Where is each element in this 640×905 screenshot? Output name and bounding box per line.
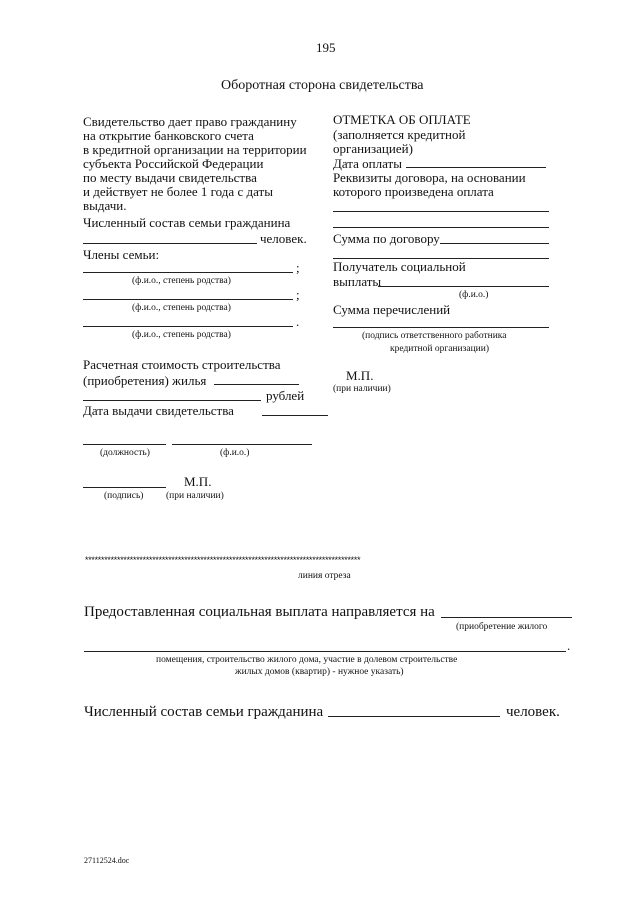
member-field-2[interactable] [83, 299, 293, 300]
family-size-suffix: человек. [260, 231, 307, 246]
intro-line-2: на открытие банковского счета [83, 128, 254, 143]
payment-direction-caption-1: (приобретение жилого [456, 622, 548, 632]
bottom-family-size-field[interactable] [328, 716, 500, 717]
position-caption: (должность) [100, 448, 150, 458]
intro-line-3: в кредитной организации на территории [83, 142, 307, 157]
cut-line-stars: ************************************************************************************** [84, 556, 360, 566]
contract-details-field-2[interactable] [333, 227, 549, 228]
right-if-present-caption: (при наличии) [333, 384, 391, 394]
payment-mark-title: ОТМЕТКА ОБ ОПЛАТЕ [333, 112, 471, 127]
member-field-1[interactable] [83, 272, 293, 273]
payment-direction-label: Предоставленная социальная выплата направляется на [84, 604, 435, 620]
member-sep-1: ; [296, 260, 300, 275]
family-size-field[interactable] [83, 243, 257, 244]
cut-line-caption: линия отреза [298, 571, 351, 581]
cost-field-1[interactable] [214, 384, 299, 385]
bottom-family-size-label: Численный состав семьи гражданина [84, 704, 324, 720]
contract-details-field-1[interactable] [333, 211, 549, 212]
contract-sum-label: Сумма по договору [333, 231, 440, 246]
issue-date-field[interactable] [262, 415, 328, 416]
contract-sum-field[interactable] [440, 243, 549, 244]
payment-direction-field-2[interactable] [84, 651, 566, 652]
transfer-sum-field[interactable] [333, 327, 549, 328]
recipient-caption: (ф.и.о.) [459, 290, 489, 300]
contract-details-line-2: которого произведена оплата [333, 184, 494, 199]
member-caption-3: (ф.и.о., степень родства) [132, 330, 231, 340]
cost-line-2: (приобретения) жилья [83, 373, 207, 388]
fio-field[interactable] [172, 444, 312, 445]
bottom-family-size-suffix: человек. [506, 704, 560, 720]
bank-signature-caption-1: (подпись ответственного работника [362, 331, 507, 341]
member-field-3[interactable] [83, 326, 293, 327]
recipient-field[interactable] [378, 286, 549, 287]
page-heading: Оборотная сторона свидетельства [221, 78, 424, 93]
members-label: Члены семьи: [83, 247, 160, 262]
payment-date-field[interactable] [406, 167, 546, 168]
intro-line-6: и действует не более 1 года с даты [83, 184, 273, 199]
member-caption-2: (ф.и.о., степень родства) [132, 303, 231, 313]
payment-direction-caption-3: жилых домов (квартир) - нужное указать) [235, 667, 404, 677]
member-sep-3: . [296, 314, 300, 329]
payment-direction-trailing-mark: . [567, 638, 571, 653]
intro-line-4: субъекта Российской Федерации [83, 156, 264, 171]
payment-direction-field[interactable] [441, 617, 572, 618]
cost-line-1: Расчетная стоимость строительства [83, 357, 281, 372]
intro-line-1: Свидетельство дает право гражданину [83, 114, 297, 129]
payment-date-label: Дата оплаты [333, 156, 402, 171]
payment-mark-subtitle-1: (заполняется кредитной [333, 127, 466, 142]
issue-date-label: Дата выдачи свидетельства [83, 403, 234, 418]
payment-direction-caption-2: помещения, строительство жилого дома, участие в долевом строительстве [156, 655, 458, 665]
footer-filename: 27112524.doc [84, 856, 130, 865]
member-caption-1: (ф.и.о., степень родства) [132, 276, 231, 286]
intro-line-7: выдачи. [83, 198, 127, 213]
intro-line-5: по месту выдачи свидетельства [83, 170, 257, 185]
right-stamp-label: М.П. [346, 368, 374, 383]
recipient-line-1: Получатель социальной [333, 259, 466, 274]
payment-mark-subtitle-2: организацией) [333, 141, 413, 156]
family-size-label: Численный состав семьи гражданина [83, 215, 291, 230]
contract-details-line-1: Реквизиты договора, на основании [333, 170, 526, 185]
bank-signature-caption-2: кредитной организации) [390, 344, 489, 354]
signature-field[interactable] [83, 487, 166, 488]
transfer-sum-label: Сумма перечислений [333, 302, 451, 317]
signature-caption: (подпись) [104, 491, 144, 501]
cost-field-2[interactable] [83, 400, 261, 401]
position-field[interactable] [83, 444, 166, 445]
page-number: 195 [316, 40, 336, 55]
left-stamp-label: М.П. [184, 474, 212, 489]
recipient-line-2: выплаты [333, 274, 382, 289]
left-if-present-caption: (при наличии) [166, 491, 224, 501]
member-sep-2: ; [296, 287, 300, 302]
cost-suffix: рублей [266, 388, 305, 403]
fio-caption: (ф.и.о.) [220, 448, 250, 458]
